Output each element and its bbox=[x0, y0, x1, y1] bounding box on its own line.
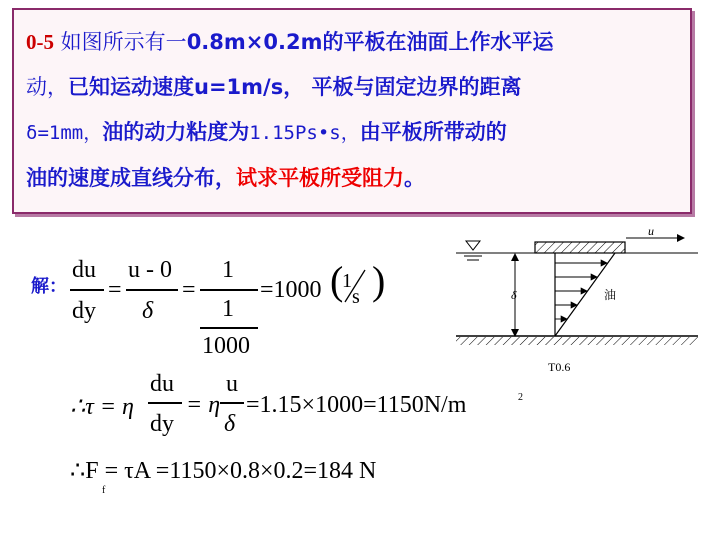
eq1-dy: dy bbox=[72, 298, 96, 324]
problem-text: 已知运动速度u=1m/s， 平板与固定边界的距离 bbox=[68, 75, 522, 99]
problem-text: 0.8m×0.2m的平板在油面上作水平运 bbox=[186, 30, 554, 54]
water-level-icon bbox=[466, 241, 480, 250]
eq1-unit-den: s bbox=[352, 286, 360, 308]
problem-text: 油的动力粘度为 bbox=[102, 120, 250, 144]
fraction-bar bbox=[148, 402, 182, 404]
problem-line-4 bbox=[26, 156, 680, 201]
eq1-equals: = bbox=[182, 277, 196, 303]
problem-text: 。 bbox=[404, 166, 425, 190]
eq1-equals: = bbox=[108, 277, 122, 303]
fraction-bar bbox=[126, 289, 178, 291]
problem-text: 油的速度成直线分布， bbox=[26, 166, 236, 190]
fraction-bar bbox=[220, 402, 244, 404]
u-label: u bbox=[648, 224, 654, 238]
eq2-eta: = η bbox=[186, 392, 221, 418]
boundary-hatch bbox=[456, 337, 698, 345]
flow-diagram bbox=[452, 226, 712, 376]
plate-flow-figure bbox=[452, 226, 712, 376]
eq1-result: =1000 bbox=[260, 277, 322, 303]
problem-line-3 bbox=[26, 110, 680, 156]
eq2-result: =1.15×1000=1150N/m bbox=[246, 392, 467, 418]
slash-icon bbox=[339, 266, 369, 306]
eq2-dy: dy bbox=[150, 411, 174, 437]
problem-text: 由平板所带动的 bbox=[359, 120, 507, 144]
solution-label: 解： bbox=[31, 276, 67, 297]
eq1-delta: δ bbox=[142, 298, 154, 324]
fraction-bar bbox=[200, 327, 258, 329]
eq1-u-minus-0: u - 0 bbox=[128, 257, 172, 283]
fraction-bar bbox=[200, 289, 258, 291]
delta-label: δ bbox=[511, 288, 517, 302]
problem-line-1 bbox=[26, 20, 680, 65]
problem-text: δ=1mm， bbox=[26, 122, 103, 144]
problem-question: 试求平板所受阻力 bbox=[236, 166, 404, 190]
problem-text: 如图所示有一 bbox=[54, 30, 187, 54]
eq2-tau-eta: ∴τ = η bbox=[70, 394, 134, 420]
eq1-paren: ) bbox=[372, 258, 386, 303]
problem-box bbox=[12, 8, 692, 214]
eq1-paren: ( bbox=[330, 258, 344, 303]
problem-text: 1.15Ps•s， bbox=[249, 122, 360, 144]
fraction-bar bbox=[70, 289, 104, 291]
eq2-delta: δ bbox=[224, 411, 236, 437]
eq1-thousand: 1000 bbox=[202, 333, 250, 359]
eq1-one: 1 bbox=[222, 296, 234, 322]
eq3-force: ∴F = τA =1150×0.8×0.2=184 N bbox=[70, 458, 377, 484]
eq3-subscript: f bbox=[102, 485, 106, 496]
oil-label: 油 bbox=[604, 288, 617, 302]
eq1-unit-num: 1 bbox=[342, 270, 352, 292]
eq2-u: u bbox=[226, 371, 238, 397]
eq1-du: du bbox=[72, 257, 96, 283]
figure-caption: T0.6 bbox=[548, 360, 571, 374]
eq2-du: du bbox=[150, 371, 174, 397]
eq2-superscript: 2 bbox=[518, 392, 523, 403]
problem-line-2 bbox=[26, 65, 680, 110]
eq1-one: 1 bbox=[222, 257, 234, 283]
plate bbox=[535, 242, 625, 253]
problem-number: 0-5 bbox=[26, 30, 54, 54]
problem-text: 动， bbox=[26, 75, 68, 99]
